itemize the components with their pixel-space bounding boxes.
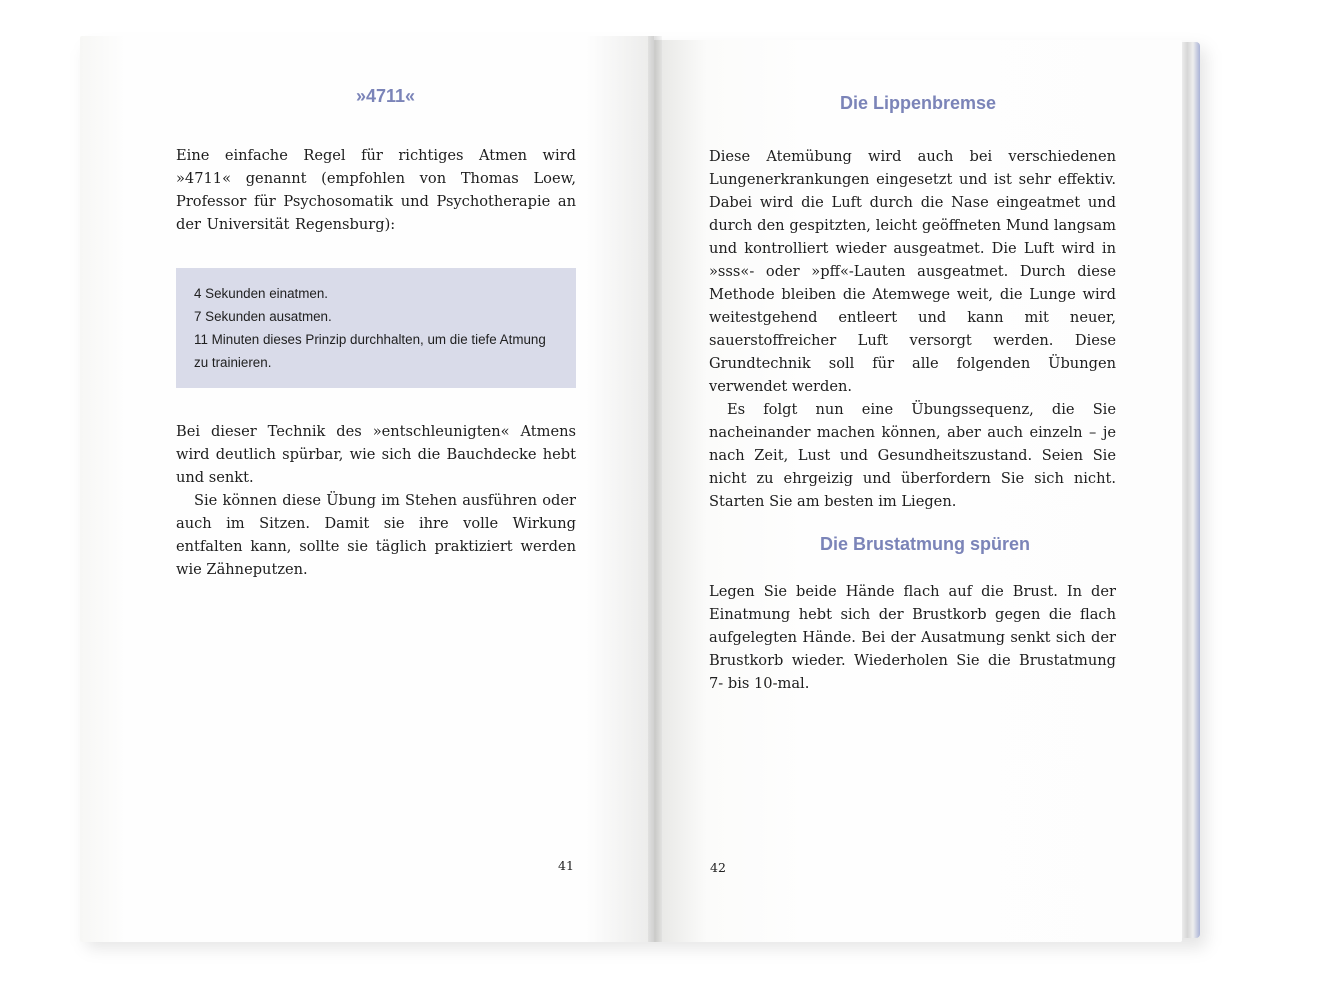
info-box (176, 268, 576, 388)
paragraph: Diese Atemübung wird auch bei verschiedenen Lungenerkrankungen eingesetzt und ist sehr effektiv. Dabei wird die Luft durch die Nase eingeatmet und durch den gespitzten, leicht geöffneten Mund langsam und kontrolliert wieder ausgeatmet. Die Luft wird in »sss«- oder »pff«-Lauten ausgeatmet. Durch diese Methode bleiben die Atemwege weit, die Lunge wird weitestgehend entleert und kann mit neuer, sauerstoffreicher Luft versorgt werden. Diese Grundtechnik soll für alle folgenden Übungen verwendet werden. (709, 148, 1116, 395)
right-page-heading-brustatmung: Die Brustatmung spüren (820, 534, 1031, 554)
paragraph: Sie können diese Übung im Stehen ausführen oder auch im Sitzen. Damit sie ihre volle Wirkung entfalten kann, sollte sie täglich praktiziert werden wie Zähneputzen. (176, 492, 576, 578)
paragraph: Es folgt nun eine Übungssequenz, die Sie nacheinander machen können, aber auch einzeln – je nach Zeit, Lust und Gesundheitszustand. Seien Sie nicht zu ehrgeizig und überfordern Sie sich nicht. Starten Sie am besten im Liegen. (709, 401, 1116, 510)
info-box-line: 7 Sekunden ausatmen. (194, 309, 332, 324)
paragraph: Bei dieser Technik des »entschleunigten« Atmens wird deutlich spürbar, wie sich die Bauchdecke hebt und senkt. (176, 423, 576, 486)
page-number-left: 41 (558, 858, 574, 873)
intro-text: Eine einfache Regel für richtiges Atmen wird »4711« genannt (empfohlen von Thomas Loew, Professor für Psychosomatik und Psychotherapie an der Universität Regensburg): (176, 147, 576, 233)
left-page-heading: »4711« (356, 86, 416, 106)
page-number-right: 42 (710, 860, 726, 875)
right-page-heading-lippenbremse: Die Lippenbremse (840, 93, 997, 113)
right-brustatmung-text (709, 580, 1116, 695)
info-box-line: 4 Sekunden einatmen. (194, 286, 329, 301)
info-box-line: 11 Minuten dieses Prinzip durchhalten, um die tiefe Atmung zu trainieren. (194, 332, 546, 370)
right-body-text (709, 145, 1116, 513)
left-body-text (176, 420, 576, 581)
book-spine (648, 36, 662, 942)
left-intro-paragraph (176, 144, 576, 236)
paragraph: Legen Sie beide Hände flach auf die Brust. In der Einatmung hebt sich der Brustkorb gegen die flach aufgelegten Hände. Bei der Ausatmung senkt sich der Brustkorb wieder. Wiederholen Sie die Brustatmung 7- bis 10-mal. (709, 583, 1116, 692)
